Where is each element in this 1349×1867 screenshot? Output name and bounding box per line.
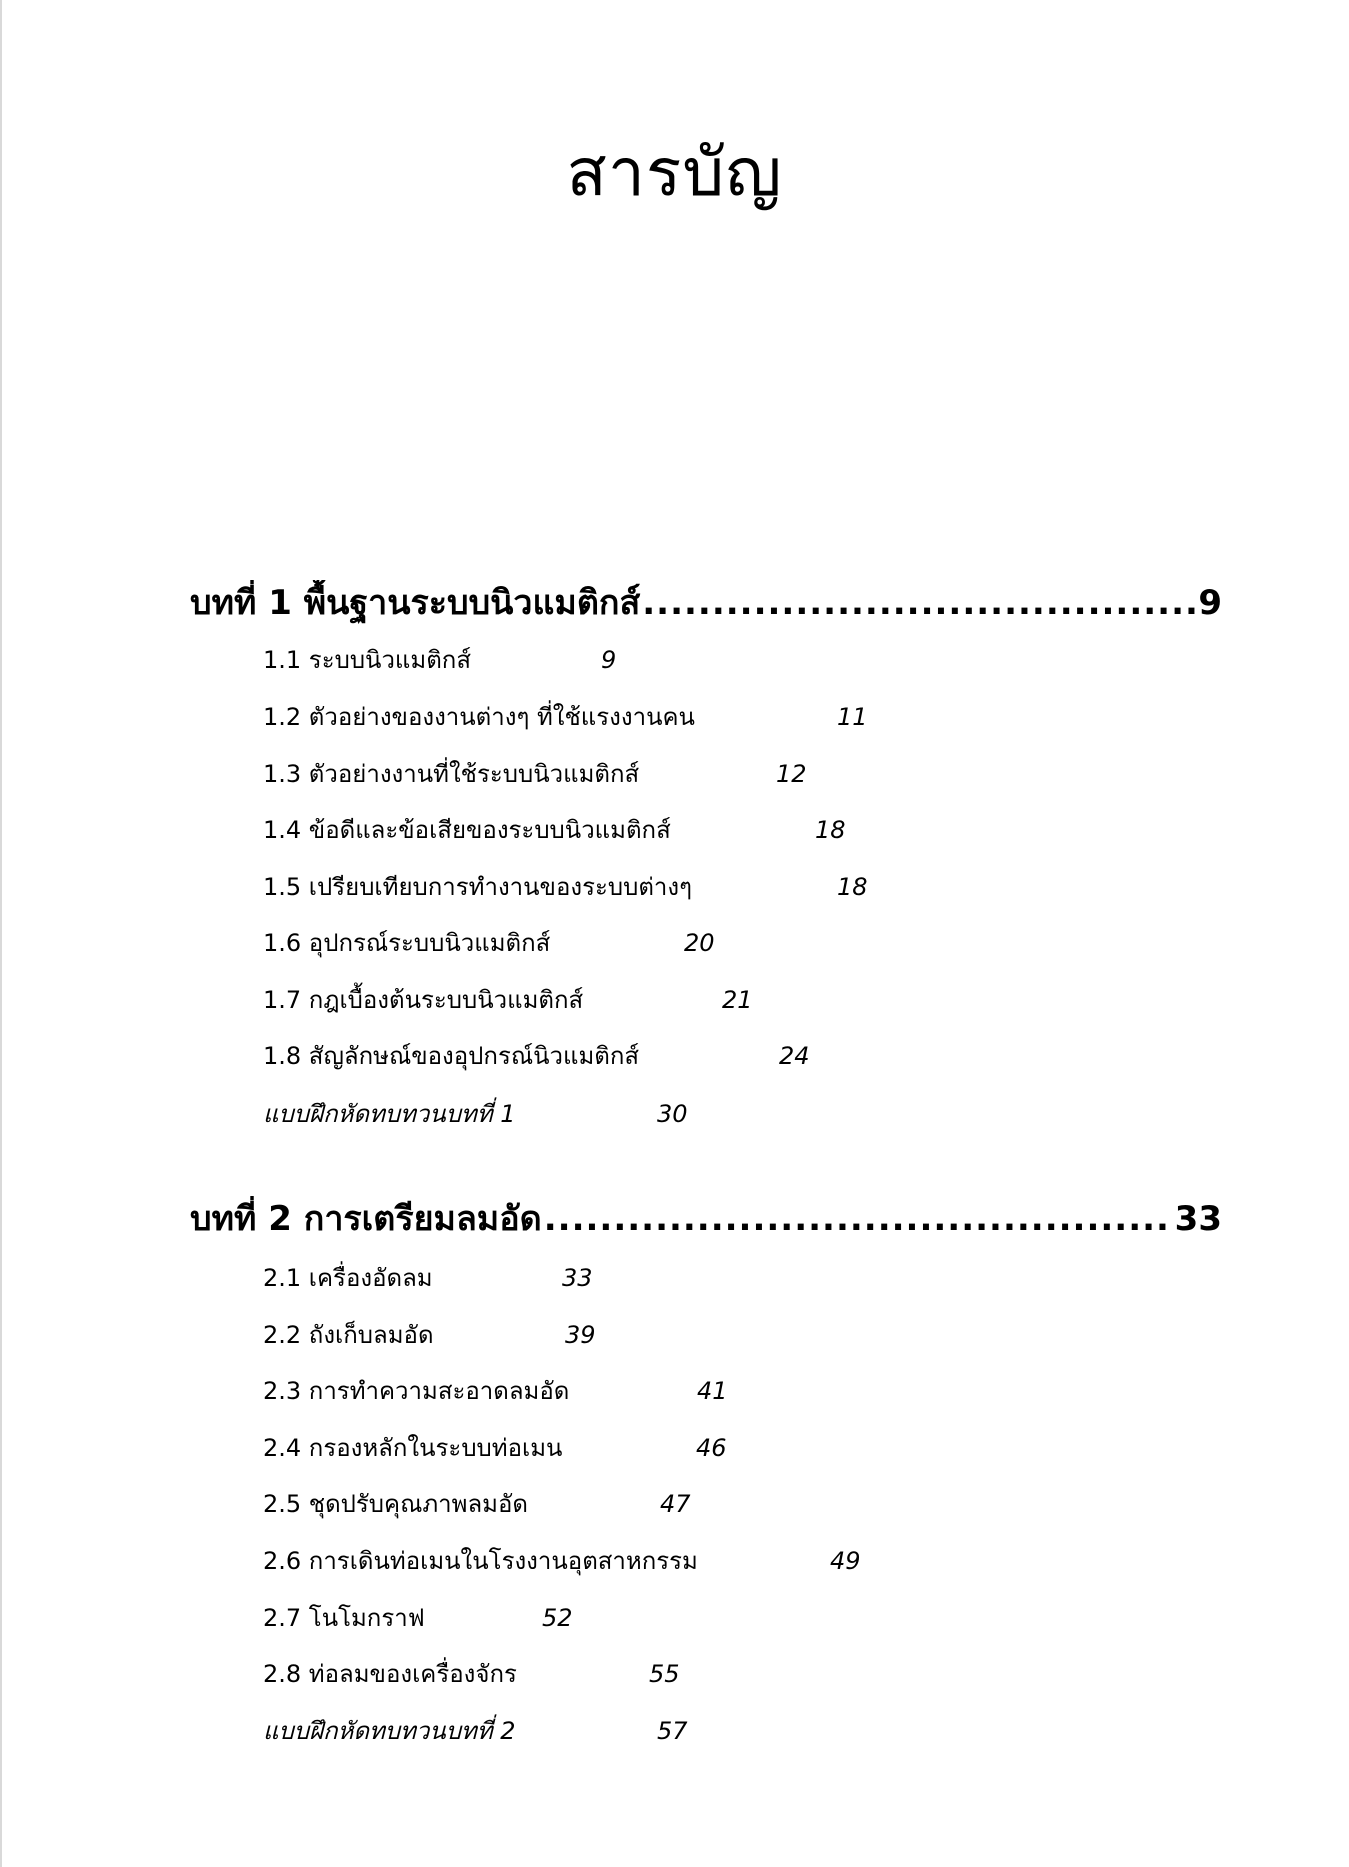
toc-entry-page: 46 <box>696 1434 727 1462</box>
chapter-title: บทที่ 1 พื้นฐานระบบนิวแมติกส์ <box>190 583 641 623</box>
toc-entry-page: 33 <box>562 1264 593 1292</box>
toc-entry-page: 9 <box>601 646 617 674</box>
toc-entry-page: 49 <box>830 1547 861 1575</box>
toc-entry-page: 18 <box>815 816 846 844</box>
toc-entry-title: 2.2 ถังเก็บลมอัด <box>263 1321 434 1349</box>
toc-entry-title: 2.4 กรองหลักในระบบท่อเมน <box>263 1434 563 1462</box>
toc-entry-title: 1.3 ตัวอย่างงานที่ใช้ระบบนิวแมติกส์ <box>263 760 640 788</box>
toc-entry-page: 18 <box>837 873 868 901</box>
page-title: สารบัญ <box>566 134 783 211</box>
chapter-title: บทที่ 2 การเตรียมลมอัด <box>190 1199 542 1239</box>
toc-entry-title: แบบฝึกหัดทบทวนบทที่ 2 <box>263 1717 516 1745</box>
toc-entry-page: 21 <box>722 986 753 1014</box>
chapter-page-number: 33 <box>1174 1199 1222 1239</box>
toc-entry-title: 1.5 เปรียบเทียบการทำงานของระบบต่างๆ <box>263 873 692 901</box>
toc-entry-page: 39 <box>565 1321 596 1349</box>
toc-entry-title: 1.1 ระบบนิวแมติกส์ <box>263 646 471 674</box>
toc-entry-page: 11 <box>837 703 868 731</box>
toc-entry-title: 1.7 กฎเบื้องต้นระบบนิวแมติกส์ <box>263 986 584 1014</box>
toc-entry-title: 1.4 ข้อดีและข้อเสียของระบบนิวแมติกส์ <box>263 816 671 844</box>
toc-entry-title: 2.3 การทำความสะอาดลมอัด <box>263 1377 570 1405</box>
toc-entry-page: 47 <box>660 1490 691 1518</box>
toc-entry-title: 1.6 อุปกรณ์ระบบนิวแมติกส์ <box>263 929 551 957</box>
toc-entry-title: 1.8 สัญลักษณ์ของอุปกรณ์นิวแมติกส์ <box>263 1042 640 1070</box>
dot-leader <box>642 580 1196 626</box>
toc-entry-title: 1.2 ตัวอย่างของงานต่างๆ ที่ใช้แรงงานคน <box>263 703 695 731</box>
toc-entry-page: 30 <box>657 1100 688 1128</box>
toc-entry-title: 2.8 ท่อลมของเครื่องจักร <box>263 1660 517 1688</box>
toc-entry-page: 24 <box>779 1042 810 1070</box>
toc-entry-page: 12 <box>776 760 807 788</box>
toc-entry-title: 2.1 เครื่องอัดลม <box>263 1264 433 1292</box>
toc-entry-title: 2.7 โนโมกราฟ <box>263 1604 425 1632</box>
page-edge <box>0 0 2 1867</box>
dot-leader <box>544 1196 1173 1242</box>
toc-entry-page: 52 <box>542 1604 573 1632</box>
toc-entry-page: 55 <box>649 1660 680 1688</box>
toc-entry-page: 57 <box>657 1717 688 1745</box>
toc-entry-page: 20 <box>684 929 715 957</box>
toc-entry-page: 41 <box>697 1377 728 1405</box>
chapter-heading <box>190 1196 1222 1242</box>
chapter-page-number: 9 <box>1198 583 1222 623</box>
chapter-heading <box>190 580 1222 626</box>
toc-entry-title: แบบฝึกหัดทบทวนบทที่ 1 <box>263 1100 516 1128</box>
toc-entry-title: 2.5 ชุดปรับคุณภาพลมอัด <box>263 1490 528 1518</box>
toc-entry-title: 2.6 การเดินท่อเมนในโรงงานอุตสาหกรรม <box>263 1547 698 1575</box>
